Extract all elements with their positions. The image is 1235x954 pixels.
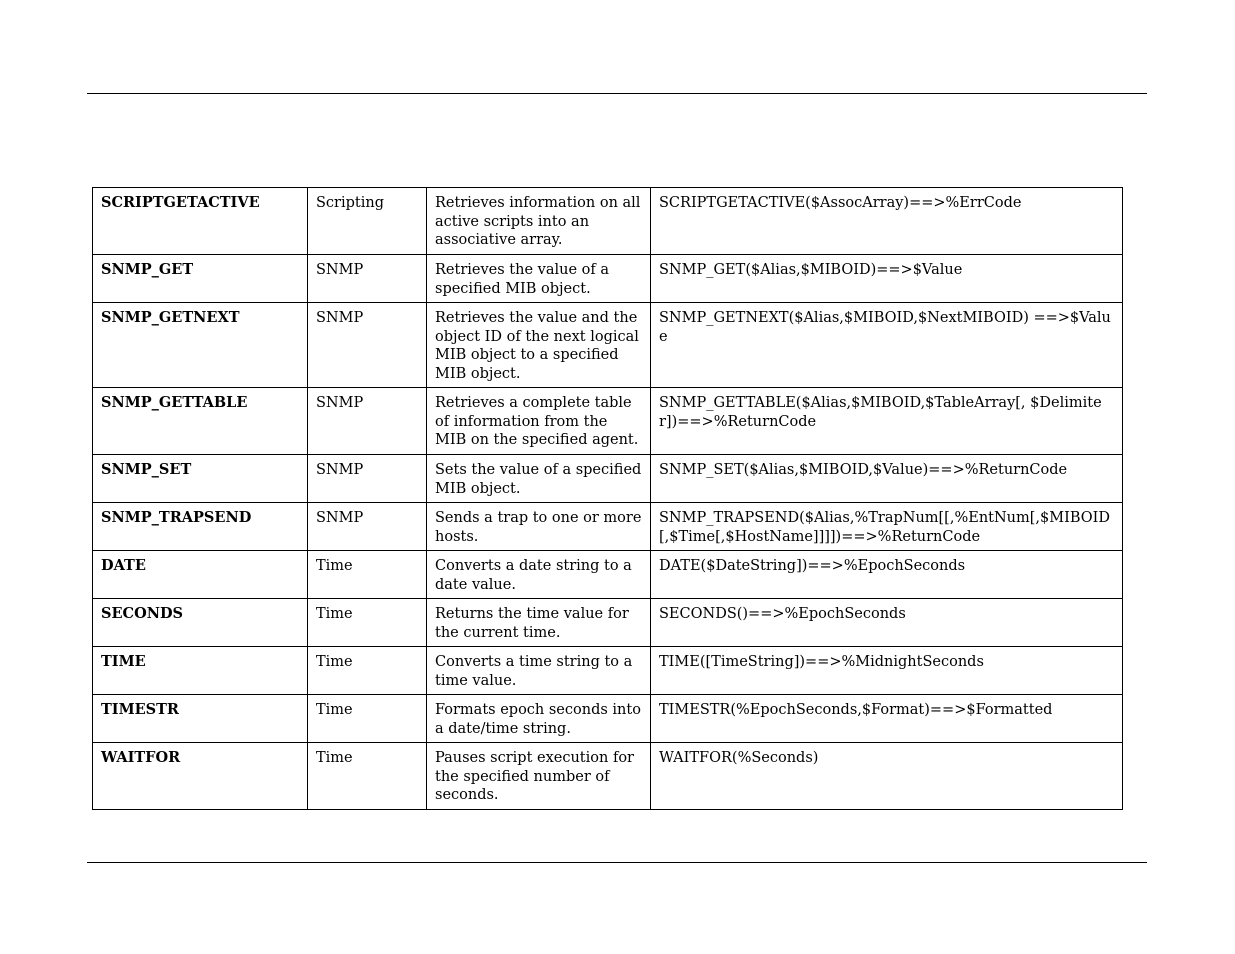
function-description: Retrieves the value of a specified MIB object. (427, 255, 651, 303)
function-syntax: SCRIPTGETACTIVE($AssocArray)==>%ErrCode (651, 188, 1123, 255)
function-name: SCRIPTGETACTIVE (93, 188, 308, 255)
function-description: Retrieves the value and the object ID of the next logical MIB object to a specified MIB object. (427, 303, 651, 388)
function-description: Sends a trap to one or more hosts. (427, 503, 651, 551)
function-syntax: TIMESTR(%EpochSeconds,$Format)==>$Formatted (651, 695, 1123, 743)
table-row (93, 188, 1123, 255)
table-row (93, 599, 1123, 647)
function-table (92, 187, 1123, 810)
table-row (93, 743, 1123, 810)
function-category: Time (308, 743, 427, 810)
function-name: SNMP_GETNEXT (93, 303, 308, 388)
table-row (93, 455, 1123, 503)
function-description: Returns the time value for the current time. (427, 599, 651, 647)
function-category: Time (308, 695, 427, 743)
function-category: Time (308, 647, 427, 695)
table-row (93, 503, 1123, 551)
function-description: Converts a time string to a time value. (427, 647, 651, 695)
function-syntax: SECONDS()==>%EpochSeconds (651, 599, 1123, 647)
function-category: Time (308, 599, 427, 647)
function-category: SNMP (308, 388, 427, 455)
function-category: Time (308, 551, 427, 599)
function-description: Pauses script execution for the specified number of seconds. (427, 743, 651, 810)
function-syntax: TIME([TimeString])==>%MidnightSeconds (651, 647, 1123, 695)
function-syntax: WAITFOR(%Seconds) (651, 743, 1123, 810)
function-name: SNMP_TRAPSEND (93, 503, 308, 551)
header-rule (87, 93, 1147, 94)
table-row (93, 551, 1123, 599)
function-syntax: SNMP_GETTABLE($Alias,$MIBOID,$TableArray[, $Delimiter])==>%ReturnCode (651, 388, 1123, 455)
table-row (93, 255, 1123, 303)
function-syntax: SNMP_TRAPSEND($Alias,%TrapNum[[,%EntNum[,$MIBOID[,$Time[,$HostName]]]])==>%ReturnCode (651, 503, 1123, 551)
function-syntax: SNMP_GETNEXT($Alias,$MIBOID,$NextMIBOID) ==>$Value (651, 303, 1123, 388)
function-category: SNMP (308, 255, 427, 303)
function-name: DATE (93, 551, 308, 599)
function-category: SNMP (308, 303, 427, 388)
function-syntax: SNMP_SET($Alias,$MIBOID,$Value)==>%ReturnCode (651, 455, 1123, 503)
function-description: Retrieves information on all active scripts into an associative array. (427, 188, 651, 255)
table-row (93, 388, 1123, 455)
function-category: Scripting (308, 188, 427, 255)
function-name: SNMP_SET (93, 455, 308, 503)
function-syntax: SNMP_GET($Alias,$MIBOID)==>$Value (651, 255, 1123, 303)
footer-rule (87, 862, 1147, 863)
function-category: SNMP (308, 503, 427, 551)
function-category: SNMP (308, 455, 427, 503)
function-description: Formats epoch seconds into a date/time string. (427, 695, 651, 743)
table-row (93, 695, 1123, 743)
function-description: Retrieves a complete table of information from the MIB on the specified agent. (427, 388, 651, 455)
function-name: SNMP_GET (93, 255, 308, 303)
function-description: Converts a date string to a date value. (427, 551, 651, 599)
table-row (93, 647, 1123, 695)
function-description: Sets the value of a specified MIB object. (427, 455, 651, 503)
function-name: TIMESTR (93, 695, 308, 743)
function-name: SNMP_GETTABLE (93, 388, 308, 455)
function-name: SECONDS (93, 599, 308, 647)
function-name: TIME (93, 647, 308, 695)
table-row (93, 303, 1123, 388)
function-name: WAITFOR (93, 743, 308, 810)
function-syntax: DATE($DateString])==>%EpochSeconds (651, 551, 1123, 599)
